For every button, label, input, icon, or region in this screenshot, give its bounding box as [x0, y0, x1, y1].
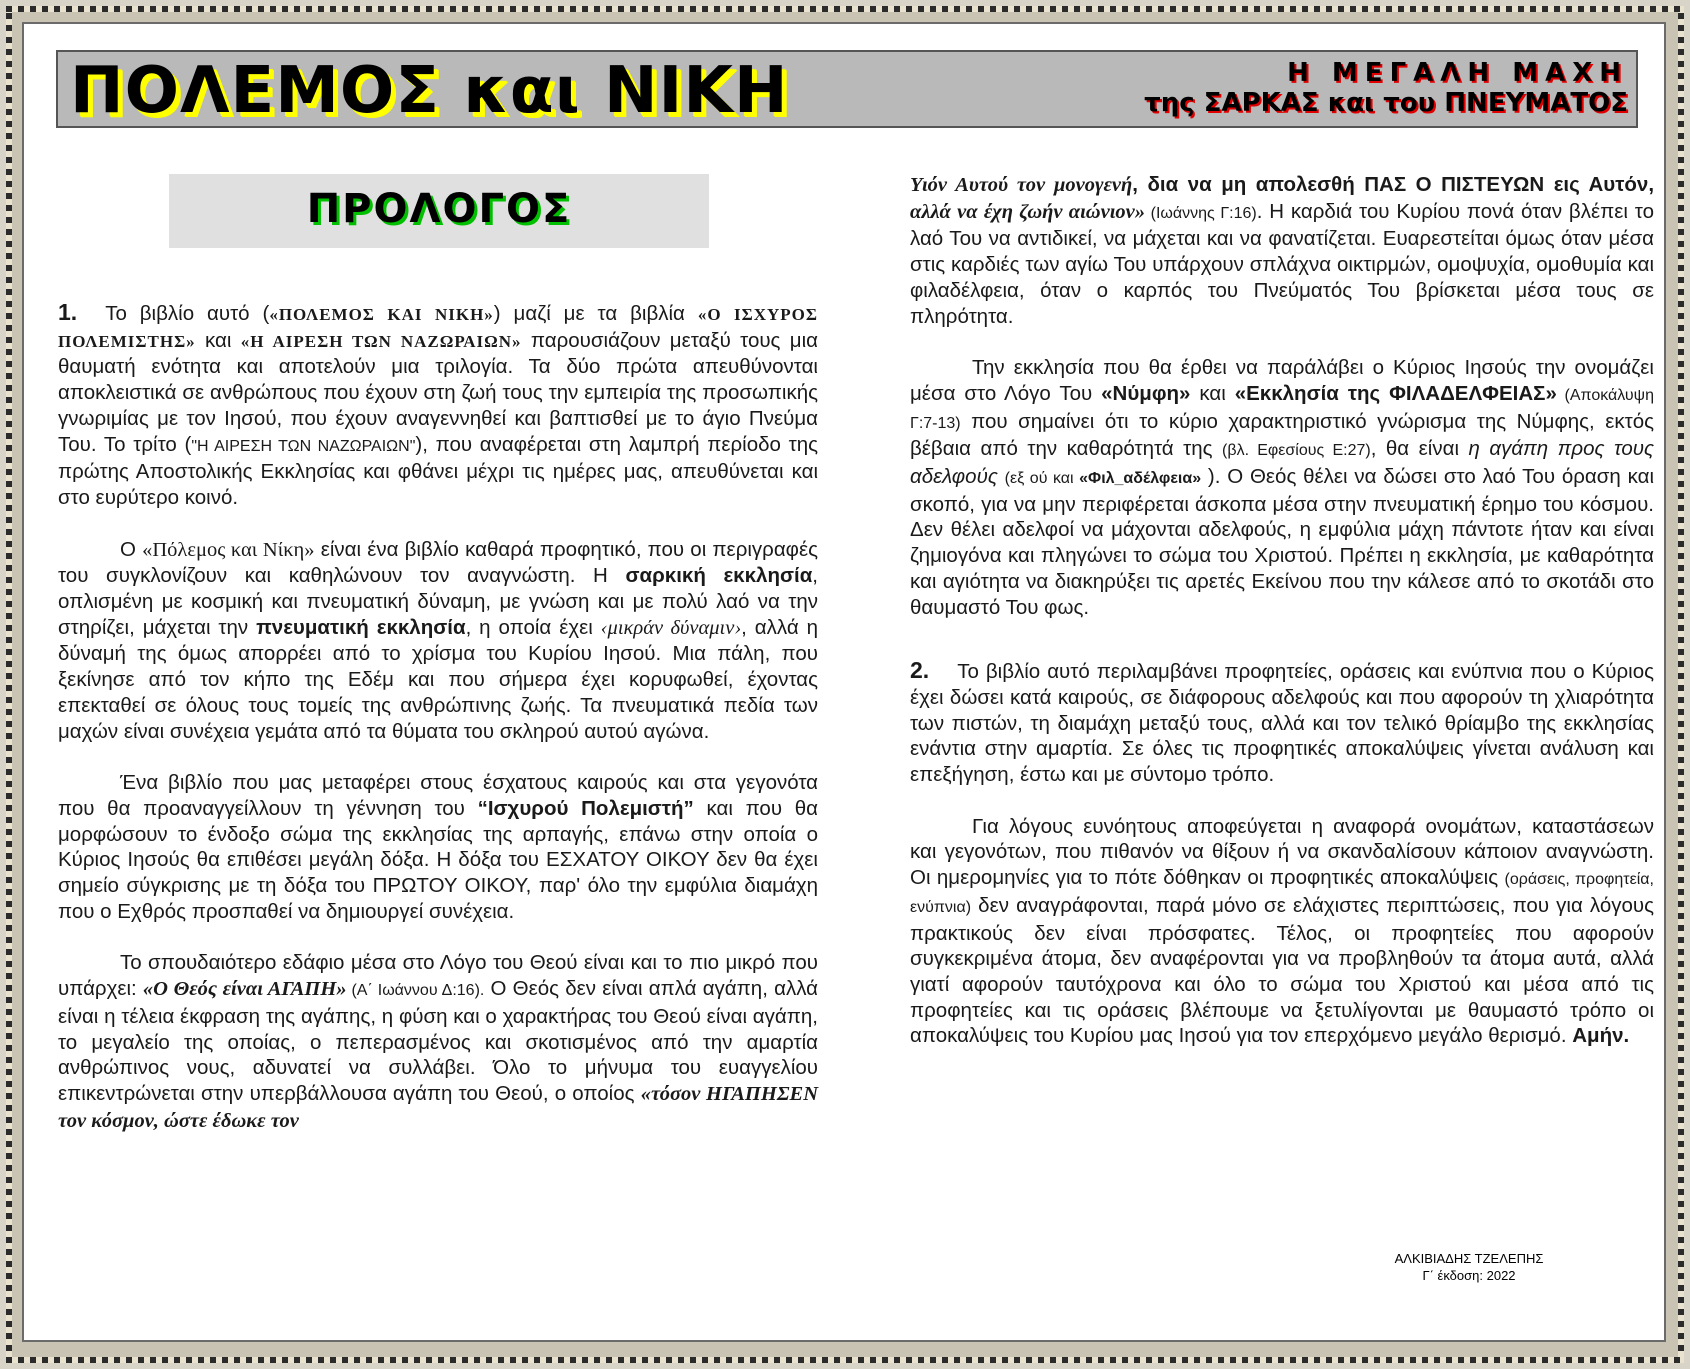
subtitle-line-2: της ΣΑΡΚΑΣ και του ΠΝΕΥΜΑΤΟΣ [1144, 88, 1628, 118]
book-subtitle [1144, 58, 1628, 118]
paragraph-4: Το σπουδαιότερο εδάφιο μέσα στο Λόγο του Θεού είναι και το πιο μικρό που υπάρχει: «Ο Θεός είναι ΑΓΑΠΗ» (Α΄ Ιωάννου Δ:16). Ο Θεός δεν είναι απλά αγάπη, αλλά είναι η τέλεια έκφραση της αγάπης, η φύση και ο χαρακτήρας του Θεού είναι αγάπη, το μεγαλείο της οποίας, ο πεπερασμένος και σκοτισμένος από την αμαρτία ανθρώπινος νους, αδυνατεί να συλλάβει. Όλο το μήνυμα του ευαγγελίου επικεντρώνεται στην υπερβάλλουσα αγάπη του Θεού, ο οποίος «τόσον ΗΓΑΠΗΣΕΝ τον κόσμον, ώστε έδωκε τον [58, 951, 818, 1132]
author-name: ΑΛΚΙΒΙΑΔΗΣ ΤΖΕΛΕΠΗΣ [1394, 1251, 1544, 1266]
title-banner [56, 50, 1638, 128]
paragraph-5: Την εκκλησία που θα έρθει να παράλάβει ο Κύριος Ιησούς την ονομάζει μέσα στο Λόγο Του «Νύμφη» και «Εκκλησία της ΦΙΛΑΔΕΛΦΕΙΑΣ» (Αποκάλυψη Γ:7-13) που σημαίνει ότι το κύριο χαρακτηριστικό γνώρισμα της Νύμφης, εκτός βέβαια από την καθαρότητά της (βλ. Εφεσίους Ε:27), θα είναι η αγάπη προς τους αδελφούς (εξ ού και «Φιλ_αδέλφεια» ). Ο Θεός θέλει να δώσει στο λαό Του όραση και σκοπό, για να μην περιφέρεται άσκοπα μέσα στην πνευματική έρημο του κόσμου. Δεν θέλει αδελφοί να μάχονται αδελφούς, η εμφύλια μάχη πάντοτε ήταν και είναι ζημιογόνα και πληγώνει το σώμα του Χριστού. Πρέπει η εκκλησία, με καθαρότητα και αγιότητα να διακηρύξει τις αρετές Εκείνου που την κάλεσε από το σκοτάδι στο θαυμαστό Του φως. [910, 356, 1655, 619]
left-column [58, 300, 818, 1160]
prologue-heading-box [169, 174, 709, 248]
book-title: ΠΟΛΕΜΟΣ και ΝΙΚΗ [70, 54, 789, 128]
prologue-heading: ΠΡΟΛΟΓΟΣ [306, 186, 572, 232]
paragraph-continued: Υιόν Αυτού τον μονογενή, δια να μη απολεσθή ΠΑΣ Ο ΠΙΣΤΕΥΩΝ εις Αυτόν, αλλά να έχη ζωήν αιώνιον» (Ιωάννης Γ:16). Η καρδιά του Κυρίου πονά όταν βλέπει το λαό Του να αντιδικεί, να μάχεται και να φανατίζεται. Ευαρεστείται όμως όταν μέσα στις καρδιές των αγίω Του υπάρχουν σπλάχνα οικτιρμών, ομοψυχία, ομοθυμία και φιλαδέλφεια, όταν ο καρπός του Πνεύματός Του βρίσκεται μέσα τους σε πληρότητα. [910, 173, 1655, 328]
author-signature [1364, 1250, 1574, 1284]
paragraph-2: Ο «Πόλεμος και Νίκη» είναι ένα βιβλίο καθαρά προφητικό, που οι περιγραφές του συγκλονίζουν και καθηλώνουν τον αναγνώστη. Η σαρκική εκκλησία, οπλισμένη με κοσμική και πνευματική δύναμη, με γνώση και με πολύ λαό να την στηρίζει, μάχεται την πνευματική εκκλησία, η οποία έχει ‹μικράν δύναμιν›, αλλά η δύναμή της όμως απορρέει από το χρίσμα του Κυρίου Ιησού. Μια πάλη, που ξεκίνησε από τον κήπο της Εδέμ και που σήμερα έχει κορυφωθεί, έχοντας επεκταθεί σε όλους τους τομείς της ανθρώπινης ζωής. Τα πνευματικά πεδία των μαχών είναι συνέχεια γεμάτα από τα θύματα του σκληρού αυτού αγώνα. [58, 537, 818, 743]
subtitle-line-1: Η ΜΕΓΑΛΗ ΜΑΧΗ [1287, 58, 1628, 88]
paragraph-1: 1. Το βιβλίο αυτό («ΠΟΛΕΜΟΣ ΚΑΙ ΝΙΚΗ») μαζί με τα βιβλία «Ο ΙΣΧΥΡΟΣ ΠΟΛΕΜΙΣΤΗΣ» και «Η ΑΙΡΕΣΗ ΤΩΝ ΝΑΖΩΡΑΙΩΝ» παρουσιάζουν μεταξύ τους μια θαυματή ενότητα και αποτελούν μια τριλογία. Τα δύο πρώτα απευθύνονται αποκλειστικά σε ανθρώπους που έχουν στη ζωή τους την εμπειρία της προσωπικής γνωριμίας με τον Ιησού, που έχουν αναγεννηθεί και βαπτισθεί με το άγιο Πνεύμα Του. Το τρίτο ("Η ΑΙΡΕΣΗ ΤΩΝ ΝΑΖΩΡΑΙΩΝ"), που αναφέρεται στη λαμπρή περίοδο της πρώτης Αποστολικής Εκκλησίας και φθάνει μέχρι τις ημέρες μας, απευθύνεται και στο ευρύτερο κοινό. [58, 299, 819, 509]
paragraph-7: Για λόγους ευνόητους αποφεύγεται η αναφορά ονομάτων, καταστάσεων και γεγονότων, που πιθανόν να θίξουν ή να σκανδαλίσουν κάποιον αναγνώστη. Οι ημερομηνίες για το πότε δόθηκαν οι προφητικές αποκαλύψεις (οράσεις, προφητεία, ενύπνια) δεν αναγράφονται, παρά μόνο σε ελάχιστες περιπτώσεις, που για λόγους πρακτικούς δεν είναι πρόσφατες. Τέλος, οι προφητείες που αφορούν συγκεκριμένα άτομα, δεν αναφέρονται για να προβληθούν τα άτομα αυτά, αλλά γιατί αφορούν ταυτόχρονα και όλο το σώμα του Χριστού και μέσα από τις προφητείες και τις οράσεις βλέπουμε να ξετυλίγονται με θαυμαστό τρόπο οι αποκαλύψεις του Κυρίου μας Ιησού για τον επερχόμενο μεγάλο θερισμό. Αμήν. [910, 814, 1654, 1048]
paragraph-3: Ένα βιβλίο που μας μεταφέρει στους έσχατους καιρούς και στα γεγονότα που θα προαναγγείλλουν τη γέννηση του “Ισχυρού Πολεμιστή” και που θα μορφώσουν το ένδοξο σώμα της εκκλησίας της αρπαγής, επάνω στην οποία ο Κύριος Ιησούς θα επιθέσει μεγάλη δόξα. Η δόξα του ΕΣΧΑΤΟΥ ΟΙΚΟΥ δεν θα έχει σημείο σύγκρισης με τη δόξα του ΠΡΩΤΟΥ ΟΙΚΟΥ, παρ' όλο την εμφύλια διαμάχη που ο Εχθρός προσπαθεί να δημιουργεί συνέχεια. [58, 771, 818, 923]
right-column [910, 172, 1654, 1075]
edition-info: Γ΄ έκδοση: 2022 [1422, 1268, 1516, 1283]
paragraph-6: 2. Το βιβλίο αυτό περιλαμβάνει προφητείες, οράσεις και ενύπνια που ο Κύριος έχει δώσει κατά καιρούς, σε διάφορους αδελφούς και που αφορούν τη χλιαρότητα των πιστών, τη διαμάχη μεταξύ τους, αλλά και τον τελικό θρίαμβο της εκκλησίας ενάντια στην αμαρτία. Σε όλες τις προφητικές αποκαλύψεις γίνεται ανάλυση και επεξήγηση, έστω και με σύντομο τρόπο. [910, 657, 1654, 787]
paragraph-number: 2. [910, 657, 930, 684]
paragraph-number: 1. [58, 299, 78, 325]
document-page [22, 22, 1666, 1342]
